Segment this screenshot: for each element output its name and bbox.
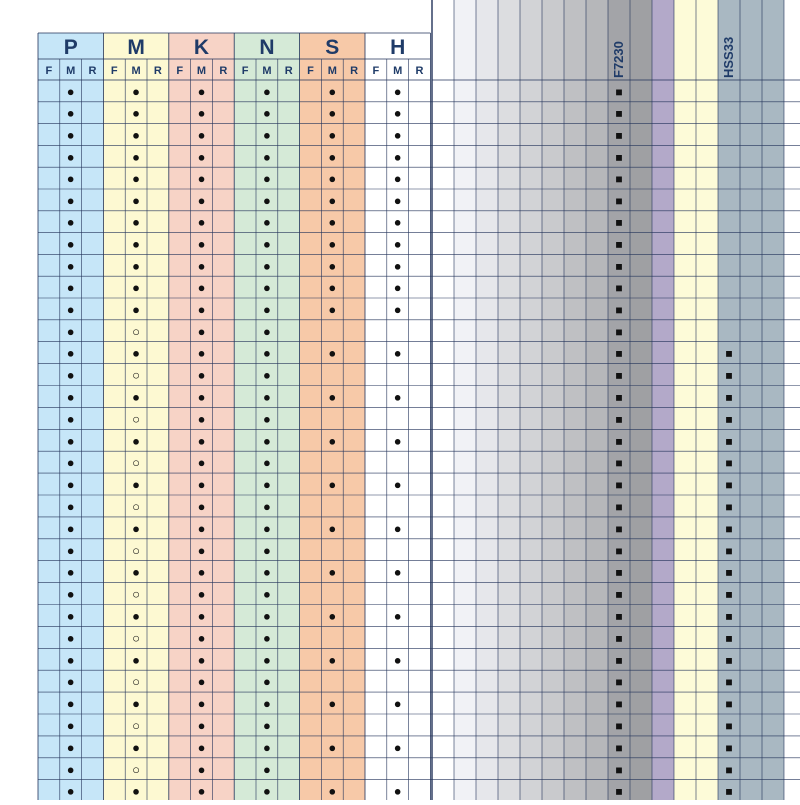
filled-dot-k: ● — [197, 171, 206, 187]
filled-dot-m: ● — [132, 214, 141, 230]
filled-dot-h: ● — [393, 477, 402, 493]
grade-column-11 — [674, 0, 696, 800]
filled-dot-p: ● — [66, 171, 75, 187]
filled-dot-n: ● — [262, 739, 271, 755]
filled-dot-k: ● — [197, 367, 206, 383]
grade-column-6 — [564, 0, 586, 800]
filled-dot-k: ● — [197, 608, 206, 624]
filled-dot-h: ● — [393, 783, 402, 799]
square-mark-f7230: ■ — [615, 675, 623, 690]
grade-column-3 — [498, 0, 520, 800]
square-mark-f7230: ■ — [615, 697, 623, 712]
sub-header-n-m: M — [262, 65, 272, 77]
filled-dot-n: ● — [262, 498, 271, 514]
filled-dot-s: ● — [328, 149, 337, 165]
square-mark-f7230: ■ — [615, 215, 623, 230]
filled-dot-h: ● — [393, 280, 402, 296]
filled-dot-m: ● — [132, 127, 141, 143]
sub-header-m-f: F — [110, 65, 118, 77]
filled-dot-n: ● — [262, 192, 271, 208]
filled-dot-h: ● — [393, 739, 402, 755]
square-mark-f7230: ■ — [615, 346, 623, 361]
square-mark-hss33: ■ — [725, 609, 733, 624]
filled-dot-m: ● — [132, 280, 141, 296]
square-mark-hss33: ■ — [725, 762, 733, 777]
filled-dot-n: ● — [262, 586, 271, 602]
filled-dot-p: ● — [66, 542, 75, 558]
filled-dot-h: ● — [393, 433, 402, 449]
filled-dot-m: ● — [132, 345, 141, 361]
filled-dot-m: ● — [132, 433, 141, 449]
filled-dot-n: ● — [262, 761, 271, 777]
square-mark-hss33: ■ — [725, 412, 733, 427]
filled-dot-p: ● — [66, 433, 75, 449]
sub-header-s-f: F — [307, 65, 314, 77]
filled-dot-h: ● — [393, 258, 402, 274]
square-mark-f7230: ■ — [615, 631, 623, 646]
square-mark-f7230: ■ — [615, 193, 623, 208]
sub-header-h-r: R — [415, 65, 424, 77]
filled-dot-n: ● — [262, 696, 271, 712]
open-dot-m: ○ — [132, 498, 141, 514]
grade-column-9 — [630, 0, 652, 800]
square-mark-hss33: ■ — [725, 587, 733, 602]
filled-dot-k: ● — [197, 280, 206, 296]
filled-dot-h: ● — [393, 105, 402, 121]
open-dot-m: ○ — [132, 586, 141, 602]
filled-dot-k: ● — [197, 564, 206, 580]
sub-header-k-r: R — [219, 65, 228, 77]
filled-dot-k: ● — [197, 586, 206, 602]
filled-dot-n: ● — [262, 783, 271, 799]
filled-dot-s: ● — [328, 783, 337, 799]
filled-dot-k: ● — [197, 455, 206, 471]
filled-dot-s: ● — [328, 564, 337, 580]
filled-dot-p: ● — [66, 236, 75, 252]
filled-dot-k: ● — [197, 433, 206, 449]
filled-dot-n: ● — [262, 674, 271, 690]
sub-header-k-f: F — [176, 65, 184, 77]
sub-header-p-r: R — [88, 65, 97, 77]
filled-dot-h: ● — [393, 83, 402, 99]
sub-header-p-m: M — [66, 65, 76, 77]
sub-header-n-r: R — [284, 65, 293, 77]
square-mark-hss33: ■ — [725, 478, 733, 493]
square-mark-f7230: ■ — [615, 499, 623, 514]
filled-dot-k: ● — [197, 411, 206, 427]
square-mark-f7230: ■ — [615, 718, 623, 733]
square-mark-f7230: ■ — [615, 521, 623, 536]
filled-dot-p: ● — [66, 696, 75, 712]
filled-dot-h: ● — [393, 608, 402, 624]
sub-header-h-f: F — [372, 65, 380, 77]
filled-dot-p: ● — [66, 783, 75, 799]
filled-dot-n: ● — [262, 630, 271, 646]
filled-dot-n: ● — [262, 127, 271, 143]
sub-header-s-r: R — [350, 65, 359, 77]
square-mark-f7230: ■ — [615, 565, 623, 580]
square-mark-hss33: ■ — [725, 565, 733, 580]
group-header-h: H — [390, 36, 406, 59]
filled-dot-m: ● — [132, 389, 141, 405]
filled-dot-h: ● — [393, 214, 402, 230]
filled-dot-p: ● — [66, 149, 75, 165]
filled-dot-p: ● — [66, 280, 75, 296]
square-mark-f7230: ■ — [615, 324, 623, 339]
grade-column-5 — [542, 0, 564, 800]
filled-dot-s: ● — [328, 214, 337, 230]
filled-dot-n: ● — [262, 389, 271, 405]
sub-header-m-m: M — [131, 65, 141, 77]
sub-header-h-m: M — [393, 65, 403, 77]
filled-dot-p: ● — [66, 586, 75, 602]
open-dot-m: ○ — [132, 323, 141, 339]
filled-dot-k: ● — [197, 783, 206, 799]
filled-dot-n: ● — [262, 214, 271, 230]
filled-dot-n: ● — [262, 149, 271, 165]
square-mark-hss33: ■ — [725, 346, 733, 361]
filled-dot-h: ● — [393, 564, 402, 580]
filled-dot-p: ● — [66, 477, 75, 493]
square-mark-f7230: ■ — [615, 478, 623, 493]
filled-dot-p: ● — [66, 608, 75, 624]
filled-dot-n: ● — [262, 83, 271, 99]
filled-dot-m: ● — [132, 105, 141, 121]
filled-dot-p: ● — [66, 739, 75, 755]
square-mark-f7230: ■ — [615, 434, 623, 449]
open-dot-m: ○ — [132, 411, 141, 427]
filled-dot-m: ● — [132, 171, 141, 187]
grade-column-12 — [696, 0, 718, 800]
filled-dot-p: ● — [66, 389, 75, 405]
square-mark-f7230: ■ — [615, 653, 623, 668]
grade-column-7 — [586, 0, 608, 800]
grade-column-0 — [432, 0, 454, 800]
square-mark-f7230: ■ — [615, 128, 623, 143]
filled-dot-m: ● — [132, 236, 141, 252]
filled-dot-s: ● — [328, 127, 337, 143]
open-dot-m: ○ — [132, 630, 141, 646]
filled-dot-m: ● — [132, 739, 141, 755]
square-mark-hss33: ■ — [725, 631, 733, 646]
filled-dot-s: ● — [328, 652, 337, 668]
filled-dot-p: ● — [66, 498, 75, 514]
filled-dot-k: ● — [197, 761, 206, 777]
filled-dot-n: ● — [262, 717, 271, 733]
filled-dot-p: ● — [66, 652, 75, 668]
filled-dot-k: ● — [197, 389, 206, 405]
filled-dot-s: ● — [328, 236, 337, 252]
filled-dot-n: ● — [262, 608, 271, 624]
group-header-p: P — [63, 36, 78, 59]
filled-dot-p: ● — [66, 258, 75, 274]
square-mark-f7230: ■ — [615, 587, 623, 602]
square-mark-f7230: ■ — [615, 412, 623, 427]
filled-dot-s: ● — [328, 477, 337, 493]
square-mark-f7230: ■ — [615, 784, 623, 799]
filled-dot-s: ● — [328, 433, 337, 449]
filled-dot-k: ● — [197, 323, 206, 339]
filled-dot-h: ● — [393, 389, 402, 405]
square-mark-f7230: ■ — [615, 609, 623, 624]
filled-dot-k: ● — [197, 127, 206, 143]
group-header-s: S — [325, 36, 340, 59]
square-mark-hss33: ■ — [725, 784, 733, 799]
filled-dot-s: ● — [328, 83, 337, 99]
grade-column-4 — [520, 0, 542, 800]
filled-dot-n: ● — [262, 411, 271, 427]
filled-dot-k: ● — [197, 739, 206, 755]
filled-dot-h: ● — [393, 127, 402, 143]
filled-dot-k: ● — [197, 301, 206, 317]
filled-dot-s: ● — [328, 520, 337, 536]
square-mark-hss33: ■ — [725, 368, 733, 383]
filled-dot-p: ● — [66, 761, 75, 777]
filled-dot-n: ● — [262, 323, 271, 339]
grade-column-2 — [476, 0, 498, 800]
grade-column-1 — [454, 0, 476, 800]
filled-dot-n: ● — [262, 280, 271, 296]
filled-dot-m: ● — [132, 608, 141, 624]
filled-dot-n: ● — [262, 301, 271, 317]
filled-dot-k: ● — [197, 652, 206, 668]
filled-dot-h: ● — [393, 192, 402, 208]
square-mark-f7230: ■ — [615, 368, 623, 383]
filled-dot-p: ● — [66, 323, 75, 339]
filled-dot-n: ● — [262, 236, 271, 252]
filled-dot-n: ● — [262, 455, 271, 471]
filled-dot-h: ● — [393, 236, 402, 252]
filled-dot-m: ● — [132, 520, 141, 536]
square-mark-hss33: ■ — [725, 521, 733, 536]
filled-dot-m: ● — [132, 301, 141, 317]
filled-dot-n: ● — [262, 345, 271, 361]
square-mark-f7230: ■ — [615, 302, 623, 317]
filled-dot-s: ● — [328, 192, 337, 208]
square-mark-f7230: ■ — [615, 150, 623, 165]
square-mark-hss33: ■ — [725, 675, 733, 690]
filled-dot-n: ● — [262, 367, 271, 383]
filled-dot-h: ● — [393, 520, 402, 536]
filled-dot-n: ● — [262, 542, 271, 558]
open-dot-m: ○ — [132, 367, 141, 383]
square-mark-f7230: ■ — [615, 259, 623, 274]
filled-dot-k: ● — [197, 674, 206, 690]
filled-dot-p: ● — [66, 127, 75, 143]
filled-dot-k: ● — [197, 149, 206, 165]
open-dot-m: ○ — [132, 717, 141, 733]
square-mark-f7230: ■ — [615, 390, 623, 405]
grade-column-15 — [762, 0, 784, 800]
grade-column-14 — [740, 0, 762, 800]
group-header-n: N — [259, 36, 275, 59]
filled-dot-h: ● — [393, 171, 402, 187]
filled-dot-h: ● — [393, 652, 402, 668]
filled-dot-m: ● — [132, 564, 141, 580]
square-mark-hss33: ■ — [725, 653, 733, 668]
filled-dot-k: ● — [197, 345, 206, 361]
filled-dot-s: ● — [328, 280, 337, 296]
filled-dot-n: ● — [262, 258, 271, 274]
filled-dot-s: ● — [328, 258, 337, 274]
square-mark-hss33: ■ — [725, 543, 733, 558]
filled-dot-k: ● — [197, 542, 206, 558]
filled-dot-k: ● — [197, 83, 206, 99]
grade-label-hss33: HSS33 — [721, 36, 736, 78]
open-dot-m: ○ — [132, 455, 141, 471]
filled-dot-m: ● — [132, 258, 141, 274]
filled-dot-s: ● — [328, 696, 337, 712]
square-mark-hss33: ■ — [725, 456, 733, 471]
filled-dot-k: ● — [197, 520, 206, 536]
filled-dot-s: ● — [328, 301, 337, 317]
filled-dot-m: ● — [132, 477, 141, 493]
filled-dot-n: ● — [262, 105, 271, 121]
filled-dot-k: ● — [197, 717, 206, 733]
filled-dot-s: ● — [328, 345, 337, 361]
filled-dot-p: ● — [66, 630, 75, 646]
filled-dot-n: ● — [262, 433, 271, 449]
filled-dot-s: ● — [328, 739, 337, 755]
sub-header-n-f: F — [241, 65, 249, 77]
square-mark-f7230: ■ — [615, 740, 623, 755]
open-dot-m: ○ — [132, 542, 141, 558]
filled-dot-k: ● — [197, 477, 206, 493]
filled-dot-k: ● — [197, 696, 206, 712]
open-dot-m: ○ — [132, 674, 141, 690]
square-mark-f7230: ■ — [615, 456, 623, 471]
square-mark-f7230: ■ — [615, 281, 623, 296]
square-mark-f7230: ■ — [615, 762, 623, 777]
sub-header-p-f: F — [45, 65, 53, 77]
filled-dot-p: ● — [66, 455, 75, 471]
square-mark-f7230: ■ — [615, 543, 623, 558]
square-mark-hss33: ■ — [725, 390, 733, 405]
filled-dot-h: ● — [393, 345, 402, 361]
filled-dot-k: ● — [197, 214, 206, 230]
filled-dot-s: ● — [328, 105, 337, 121]
filled-dot-h: ● — [393, 696, 402, 712]
filled-dot-n: ● — [262, 171, 271, 187]
square-mark-hss33: ■ — [725, 718, 733, 733]
filled-dot-s: ● — [328, 389, 337, 405]
square-mark-hss33: ■ — [725, 434, 733, 449]
filled-dot-p: ● — [66, 367, 75, 383]
filled-dot-p: ● — [66, 83, 75, 99]
sub-header-k-m: M — [196, 65, 207, 77]
square-mark-f7230: ■ — [615, 237, 623, 252]
filled-dot-p: ● — [66, 674, 75, 690]
square-mark-hss33: ■ — [725, 740, 733, 755]
filled-dot-p: ● — [66, 301, 75, 317]
filled-dot-m: ● — [132, 192, 141, 208]
filled-dot-n: ● — [262, 564, 271, 580]
filled-dot-k: ● — [197, 192, 206, 208]
filled-dot-p: ● — [66, 411, 75, 427]
square-mark-f7230: ■ — [615, 106, 623, 121]
filled-dot-p: ● — [66, 520, 75, 536]
filled-dot-k: ● — [197, 105, 206, 121]
group-header-k: K — [193, 36, 210, 59]
filled-dot-p: ● — [66, 717, 75, 733]
grade-column-10 — [652, 0, 674, 800]
square-mark-hss33: ■ — [725, 499, 733, 514]
filled-dot-s: ● — [328, 171, 337, 187]
filled-dot-m: ● — [132, 83, 141, 99]
filled-dot-p: ● — [66, 345, 75, 361]
square-mark-f7230: ■ — [615, 84, 623, 99]
filled-dot-k: ● — [197, 258, 206, 274]
filled-dot-p: ● — [66, 564, 75, 580]
filled-dot-h: ● — [393, 149, 402, 165]
filled-dot-n: ● — [262, 477, 271, 493]
sub-header-m-r: R — [153, 65, 162, 77]
filled-dot-m: ● — [132, 696, 141, 712]
group-header-m: M — [127, 36, 145, 59]
filled-dot-h: ● — [393, 301, 402, 317]
grade-label-f7230: F7230 — [611, 41, 626, 78]
filled-dot-m: ● — [132, 783, 141, 799]
filled-dot-k: ● — [197, 630, 206, 646]
square-mark-f7230: ■ — [615, 172, 623, 187]
filled-dot-p: ● — [66, 214, 75, 230]
filled-dot-n: ● — [262, 520, 271, 536]
filled-dot-p: ● — [66, 105, 75, 121]
filled-dot-k: ● — [197, 498, 206, 514]
filled-dot-n: ● — [262, 652, 271, 668]
filled-dot-s: ● — [328, 608, 337, 624]
filled-dot-k: ● — [197, 236, 206, 252]
filled-dot-p: ● — [66, 192, 75, 208]
filled-dot-m: ● — [132, 652, 141, 668]
sub-header-s-m: M — [327, 65, 337, 77]
open-dot-m: ○ — [132, 761, 141, 777]
filled-dot-m: ● — [132, 149, 141, 165]
square-mark-hss33: ■ — [725, 697, 733, 712]
